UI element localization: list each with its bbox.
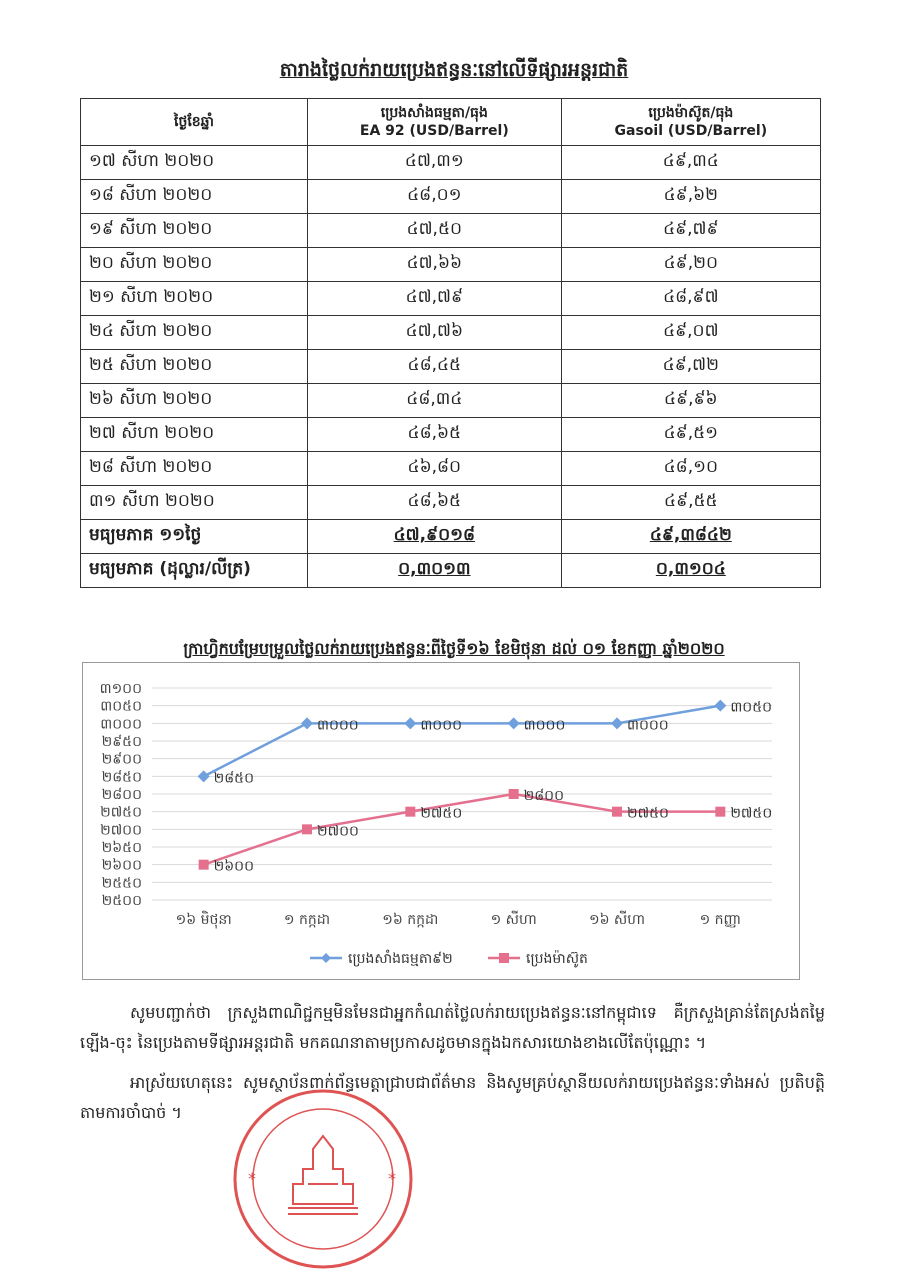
row-ea92: ៤៧,៧៩ [308,282,562,316]
row-ea92: ៤៧,៣១ [308,146,562,180]
y-tick-label: ៣០០០ [100,716,142,733]
row-ea92: ៤៨,៣៤ [308,384,562,418]
header-date: ថ្ងៃខែឆ្នាំ [81,99,308,146]
row-gasoil: ៤៨,៩៧ [561,282,820,316]
avg-litre-label: មធ្យមភាគ (ដុល្លារ/លីត្រ) [81,554,308,588]
table-row [81,282,821,316]
avg-days-label: មធ្យមភាគ ១១ថ្ងៃ [81,520,308,554]
table-row [81,350,821,384]
x-tick-label: ១ កញ្ញា [699,912,742,928]
svg-text:*: * [248,1169,256,1188]
table-row [81,214,821,248]
header-ea92-kh: ប្រេងសាំងធម្មតា/ធុង [380,105,488,121]
row-date: ២៧ សីហា ២០២០ [81,418,308,452]
y-tick-label: ២៦០០ [101,857,142,874]
y-tick-label: ២៥៥០ [101,875,142,892]
row-ea92: ៤៨,៦៥ [308,418,562,452]
data-label: ២៨៥០ [213,770,255,787]
data-point [405,807,415,817]
table-row [81,418,821,452]
y-tick-label: ៣១០០ [99,681,142,697]
data-point [302,824,312,834]
header-gasoil [561,99,820,146]
table-row [81,180,821,214]
row-date: ២៦ សីហា ២០២០ [81,384,308,418]
data-label: ២៦០០ [213,858,255,875]
data-label: ២៧៥០ [730,805,773,822]
data-point [612,807,622,817]
row-gasoil: ៤៩,៥៥ [561,486,820,520]
row-date: ២០ សីហា ២០២០ [81,248,308,282]
data-label: ២៧០០ [317,823,359,840]
paragraph-note: សូមបញ្ជាក់ថា ក្រសួងពាណិជ្ជកម្មមិនមែនជាអ្នកកំណត់ថ្លៃលក់រាយប្រេងឥន្ធនៈនៅកម្ពុជាទេ គឺក្រសួងគ្រាន់តែស្រង់តម្លៃឡើង-ចុះ នៃប្រេងតាមទីផ្សារអន្តរជាតិ មកគណនាតាមប្រកាសដូចមានក្នុងឯកសារយោងខាងលើតែប៉ុណ្ណោះ ។ [80,1003,825,1052]
row-gasoil: ៤៩,២០ [561,248,820,282]
avg-litre-ea92: ០,៣០១៣ [398,559,471,579]
row-ea92: ៤៧,៥០ [308,214,562,248]
data-label: ៣០៥០ [730,699,773,716]
average-days-row [81,520,821,554]
row-gasoil: ៤៨,១០ [561,452,820,486]
header-ea92-en: EA 92 (USD/Barrel) [359,123,509,139]
row-ea92: ៤៦,៨០ [308,452,562,486]
data-label: ៣០០០ [420,717,463,734]
row-ea92: ៤៧,៧៦ [308,316,562,350]
y-tick-label: ២៩០០ [101,751,142,768]
y-tick-label: ២៦៥០ [101,840,142,856]
data-point [509,789,519,799]
table-row [81,452,821,486]
row-gasoil: ៤៩,៣៤ [561,146,820,180]
price-line-chart [82,662,800,980]
data-label: ២៧៥០ [420,805,463,822]
row-date: ២៥ សីហា ២០២០ [81,350,308,384]
chart-title: ក្រាហ្វិកបម្រែបម្រួលថ្លៃលក់រាយប្រេងឥន្ធនៈពីថ្ងៃទី១៦ ខែមិថុនា ដល់ ០១ ខែកញ្ញា ឆ្នាំ២០២០ [183,639,725,658]
data-label: ៣០០០ [523,717,566,734]
row-ea92: ៤៨,៦៥ [308,486,562,520]
row-ea92: ៤៧,៦៦ [308,248,562,282]
data-label: ២៨០០ [523,788,565,804]
x-tick-label: ១៦ សីហា [588,912,646,928]
header-gasoil-en: Gasoil (USD/Barrel) [614,123,768,139]
row-gasoil: ៤៩,៧២ [561,350,820,384]
data-label: ៣០០០ [627,717,669,734]
table-row [81,384,821,418]
table-row [81,316,821,350]
row-date: ៣១ សីហា ២០២០ [81,486,308,520]
x-tick-label: ១ សីហា [490,912,537,928]
avg-litre-gasoil: ០,៣១០៤ [655,559,726,579]
price-table [80,98,821,588]
row-gasoil: ៤៩,៧៩ [561,214,820,248]
row-ea92: ៤៨,៤៥ [308,350,562,384]
row-date: ១៨ សីហា ២០២០ [81,180,308,214]
row-date: ២៨ សីហា ២០២០ [81,452,308,486]
table-row [81,146,821,180]
page-title: តារាងថ្លៃលក់រាយប្រេងឥន្ធនៈនៅលើទីផ្សារអន្តរជាតិ [279,59,629,81]
y-tick-label: ៣០៥០ [100,698,142,715]
data-point [715,807,725,817]
x-tick-label: ១៦ កក្កដា [382,912,439,928]
header-ea92 [308,99,562,146]
data-label: ៣០០០ [317,717,359,734]
header-gasoil-kh: ប្រេងម៉ាស៊ូត/ធុង [648,105,734,121]
row-date: ២៤ សីហា ២០២០ [81,316,308,350]
row-gasoil: ៤៩,៥១ [561,418,820,452]
y-tick-label: ២៧៥០ [100,804,142,821]
y-tick-label: ២៨០០ [101,787,142,803]
data-label: ២៧៥០ [627,805,669,822]
y-tick-label: ២៧០០ [100,822,142,839]
row-gasoil: ៤៩,៦២ [561,180,820,214]
y-tick-label: ២៩៥០ [101,734,142,750]
x-tick-label: ១ កក្កដា [283,912,331,928]
x-tick-label: ១៦ មិថុនា [175,912,232,928]
row-ea92: ៤៨,០១ [308,180,562,214]
avg-days-gasoil: ៤៩,៣៨៤២ [649,525,732,545]
row-gasoil: ៤៩,០៧ [561,316,820,350]
paragraph-request: អាស្រ័យហេតុនេះ សូមស្ថាប័នពាក់ព័ន្ធមេត្តាជ្រាបជាព័ត៌មាន និងសូមគ្រប់ស្ថានីយលក់រាយប្រេងឥន្ធនៈទាំងអស់ ប្រតិបត្តិតាមការចាំបាច់ ។ [80,1073,825,1122]
legend-label: ប្រេងសាំងធម្មតា៩២ [348,951,453,967]
average-litre-row [81,554,821,588]
y-tick-label: ២៨៥០ [101,769,142,786]
legend-marker [499,953,509,963]
row-date: ១៩ សីហា ២០២០ [81,214,308,248]
avg-days-ea92: ៤៧,៩០១៨ [393,525,476,545]
y-tick-label: ២៥០០ [101,893,142,909]
table-header-row [81,99,821,146]
legend-label: ប្រេងម៉ាស៊ូត [526,951,588,967]
row-date: ២១ សីហា ២០២០ [81,282,308,316]
table-row [81,486,821,520]
row-gasoil: ៤៩,៩៦ [561,384,820,418]
row-date: ១៧ សីហា ២០២០ [81,146,308,180]
ministry-stamp [228,1084,418,1274]
table-row [81,248,821,282]
data-point [199,860,209,870]
svg-text:*: * [388,1169,396,1188]
